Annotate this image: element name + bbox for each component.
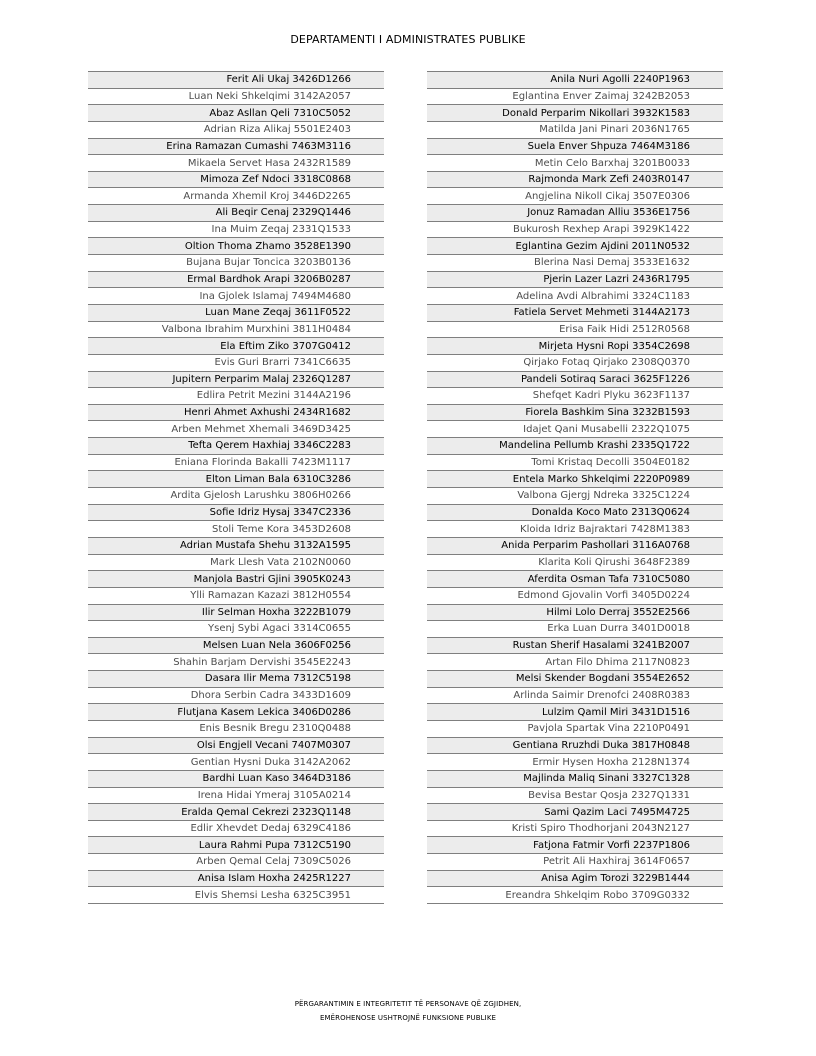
list-item: Irena Hidai Ymeraj 3105A0214: [88, 788, 384, 805]
list-item: Ysenj Sybi Agaci 3314C0655: [88, 621, 384, 638]
list-item: Oltion Thoma Zhamo 3528E1390: [88, 238, 384, 255]
list-item: Ermal Bardhok Arapi 3206B0287: [88, 272, 384, 289]
list-item: Eralda Qemal Cekrezi 2323Q1148: [88, 804, 384, 821]
list-item: Erka Luan Durra 3401D0018: [427, 621, 723, 638]
list-item: Arben Qemal Celaj 7309C5026: [88, 854, 384, 871]
list-item: Ermir Hysen Hoxha 2128N1374: [427, 754, 723, 771]
list-item: Ferit Ali Ukaj 3426D1266: [88, 72, 384, 89]
list-item: Adrian Riza Alikaj 5501E2403: [88, 122, 384, 139]
list-item: Ina Gjolek Islamaj 7494M4680: [88, 288, 384, 305]
list-item: Edlira Petrit Mezini 3144A2196: [88, 388, 384, 405]
list-item: Gentian Hysni Duka 3142A2062: [88, 754, 384, 771]
list-item: Manjola Bastri Gjini 3905K0243: [88, 571, 384, 588]
list-item: Luan Mane Zeqaj 3611F0522: [88, 305, 384, 322]
list-item: Henri Ahmet Axhushi 2434R1682: [88, 405, 384, 422]
list-item: Eglantina Enver Zaimaj 3242B2053: [427, 89, 723, 106]
list-item: Tomi Kristaq Decolli 3504E0182: [427, 455, 723, 472]
list-item: Aferdita Osman Tafa 7310C5080: [427, 571, 723, 588]
list-item: Laura Rahmi Pupa 7312C5190: [88, 837, 384, 854]
list-item: Kloida Idriz Bajraktari 7428M1383: [427, 521, 723, 538]
list-item: Bardhi Luan Kaso 3464D3186: [88, 771, 384, 788]
list-item: Dasara Ilir Mema 7312C5198: [88, 671, 384, 688]
list-item: Majlinda Maliq Sinani 3327C1328: [427, 771, 723, 788]
list-item: Anisa Agim Torozi 3229B1444: [427, 871, 723, 888]
list-item: Melsi Skender Bogdani 3554E2652: [427, 671, 723, 688]
right-name-list: [427, 71, 723, 904]
list-item: Artan Filo Dhima 2117N0823: [427, 654, 723, 671]
list-item: Pandeli Sotiraq Saraci 3625F1226: [427, 372, 723, 389]
list-item: Eglantina Gezim Ajdini 2011N0532: [427, 238, 723, 255]
list-item: Jonuz Ramadan Alliu 3536E1756: [427, 205, 723, 222]
list-item: Valbona Ibrahim Murxhini 3811H0484: [88, 322, 384, 339]
list-item: Kristi Spiro Thodhorjani 2043N2127: [427, 821, 723, 838]
list-item: Jupitern Perparim Malaj 2326Q1287: [88, 372, 384, 389]
left-name-list: [88, 71, 384, 904]
list-item: Petrit Ali Haxhiraj 3614F0657: [427, 854, 723, 871]
list-item: Erina Ramazan Cumashi 7463M3116: [88, 139, 384, 156]
list-item: Abaz Asllan Qeli 7310C5052: [88, 105, 384, 122]
list-item: Angjelina Nikoll Cikaj 3507E0306: [427, 188, 723, 205]
list-item: Fiorela Bashkim Sina 3232B1593: [427, 405, 723, 422]
list-item: Arben Mehmet Xhemali 3469D3425: [88, 421, 384, 438]
list-item: Gentiana Rruzhdi Duka 3817H0848: [427, 738, 723, 755]
list-item: Adelina Avdi Albrahimi 3324C1183: [427, 288, 723, 305]
list-item: Melsen Luan Nela 3606F0256: [88, 638, 384, 655]
list-item: Armanda Xhemil Kroj 3446D2265: [88, 188, 384, 205]
list-item: Fatjona Fatmir Vorfi 2237P1806: [427, 837, 723, 854]
list-item: Shefqet Kadri Plyku 3623F1137: [427, 388, 723, 405]
list-item: Adrian Mustafa Shehu 3132A1595: [88, 538, 384, 555]
list-item: Fatiela Servet Mehmeti 3144A2173: [427, 305, 723, 322]
list-item: Blerina Nasi Demaj 3533E1632: [427, 255, 723, 272]
list-item: Rajmonda Mark Zefi 2403R0147: [427, 172, 723, 189]
list-item: Edlir Xhevdet Dedaj 6329C4186: [88, 821, 384, 838]
list-item: Elvis Shemsi Lesha 6325C3951: [88, 887, 384, 904]
list-item: Evis Guri Brarri 7341C6635: [88, 355, 384, 372]
list-item: Pavjola Spartak Vina 2210P0491: [427, 721, 723, 738]
list-item: Rustan Sherif Hasalami 3241B2007: [427, 638, 723, 655]
list-item: Bukurosh Rexhep Arapi 3929K1422: [427, 222, 723, 239]
list-item: Donald Perparim Nikollari 3932K1583: [427, 105, 723, 122]
list-item: Eniana Florinda Bakalli 7423M1117: [88, 455, 384, 472]
list-item: Ina Muim Zeqaj 2331Q1533: [88, 222, 384, 239]
list-item: Flutjana Kasem Lekica 3406D0286: [88, 704, 384, 721]
list-item: Klarita Koli Qirushi 3648F2389: [427, 555, 723, 572]
list-item: Mark Llesh Vata 2102N0060: [88, 555, 384, 572]
page-title: DEPARTAMENTI I ADMINISTRATES PUBLIKE: [290, 33, 526, 46]
list-item: Donalda Koco Mato 2313Q0624: [427, 505, 723, 522]
list-item: Ali Beqir Cenaj 2329Q1446: [88, 205, 384, 222]
list-item: Shahin Barjam Dervishi 3545E2243: [88, 654, 384, 671]
list-item: Ela Eftim Ziko 3707G0412: [88, 338, 384, 355]
list-item: Erisa Faik Hidi 2512R0568: [427, 322, 723, 339]
list-item: Matilda Jani Pinari 2036N1765: [427, 122, 723, 139]
list-item: Entela Marko Shkelqimi 2220P0989: [427, 471, 723, 488]
list-item: Idajet Qani Musabelli 2322Q1075: [427, 421, 723, 438]
list-item: Enis Besnik Bregu 2310Q0488: [88, 721, 384, 738]
list-item: Stoli Teme Kora 3453D2608: [88, 521, 384, 538]
list-item: Edmond Gjovalin Vorfi 3405D0224: [427, 588, 723, 605]
list-item: Sofie Idriz Hysaj 3347C2336: [88, 505, 384, 522]
list-item: Pjerin Lazer Lazri 2436R1795: [427, 272, 723, 289]
footer-line-2: EMËROHENOSE USHTROJNË FUNKSIONE PUBLIKE: [319, 1014, 497, 1022]
list-item: Suela Enver Shpuza 7464M3186: [427, 139, 723, 156]
list-item: Valbona Gjergj Ndreka 3325C1224: [427, 488, 723, 505]
list-item: Luan Neki Shkelqimi 3142A2057: [88, 89, 384, 106]
list-item: Hilmi Lolo Derraj 3552E2566: [427, 605, 723, 622]
list-item: Mandelina Pellumb Krashi 2335Q1722: [427, 438, 723, 455]
list-item: Bevisa Bestar Qosja 2327Q1331: [427, 788, 723, 805]
footer-line-1: PËRGARANTIMIN E INTEGRITETIT TË PERSONAVE QË ZGJIDHEN,: [294, 1000, 522, 1008]
list-item: Arlinda Saimir Drenofci 2408R0383: [427, 688, 723, 705]
list-item: Qirjako Fotaq Qirjako 2308Q0370: [427, 355, 723, 372]
list-item: Anila Nuri Agolli 2240P1963: [427, 72, 723, 89]
list-item: Elton Liman Bala 6310C3286: [88, 471, 384, 488]
list-item: Dhora Serbin Cadra 3433D1609: [88, 688, 384, 705]
list-item: Tefta Qerem Haxhiaj 3346C2283: [88, 438, 384, 455]
list-item: Sami Qazim Laci 7495M4725: [427, 804, 723, 821]
list-item: Anida Perparim Pashollari 3116A0768: [427, 538, 723, 555]
list-item: Mirjeta Hysni Ropi 3354C2698: [427, 338, 723, 355]
list-item: Ereandra Shkelqim Robo 3709G0332: [427, 887, 723, 904]
list-item: Mikaela Servet Hasa 2432R1589: [88, 155, 384, 172]
list-item: Ylli Ramazan Kazazi 3812H0554: [88, 588, 384, 605]
list-item: Bujana Bujar Toncica 3203B0136: [88, 255, 384, 272]
list-item: Ilir Selman Hoxha 3222B1079: [88, 605, 384, 622]
list-item: Anisa Islam Hoxha 2425R1227: [88, 871, 384, 888]
list-item: Metin Celo Barxhaj 3201B0033: [427, 155, 723, 172]
list-item: Olsi Engjell Vecani 7407M0307: [88, 738, 384, 755]
list-item: Lulzim Qamil Miri 3431D1516: [427, 704, 723, 721]
list-item: Mimoza Zef Ndoci 3318C0868: [88, 172, 384, 189]
list-item: Ardita Gjelosh Larushku 3806H0266: [88, 488, 384, 505]
